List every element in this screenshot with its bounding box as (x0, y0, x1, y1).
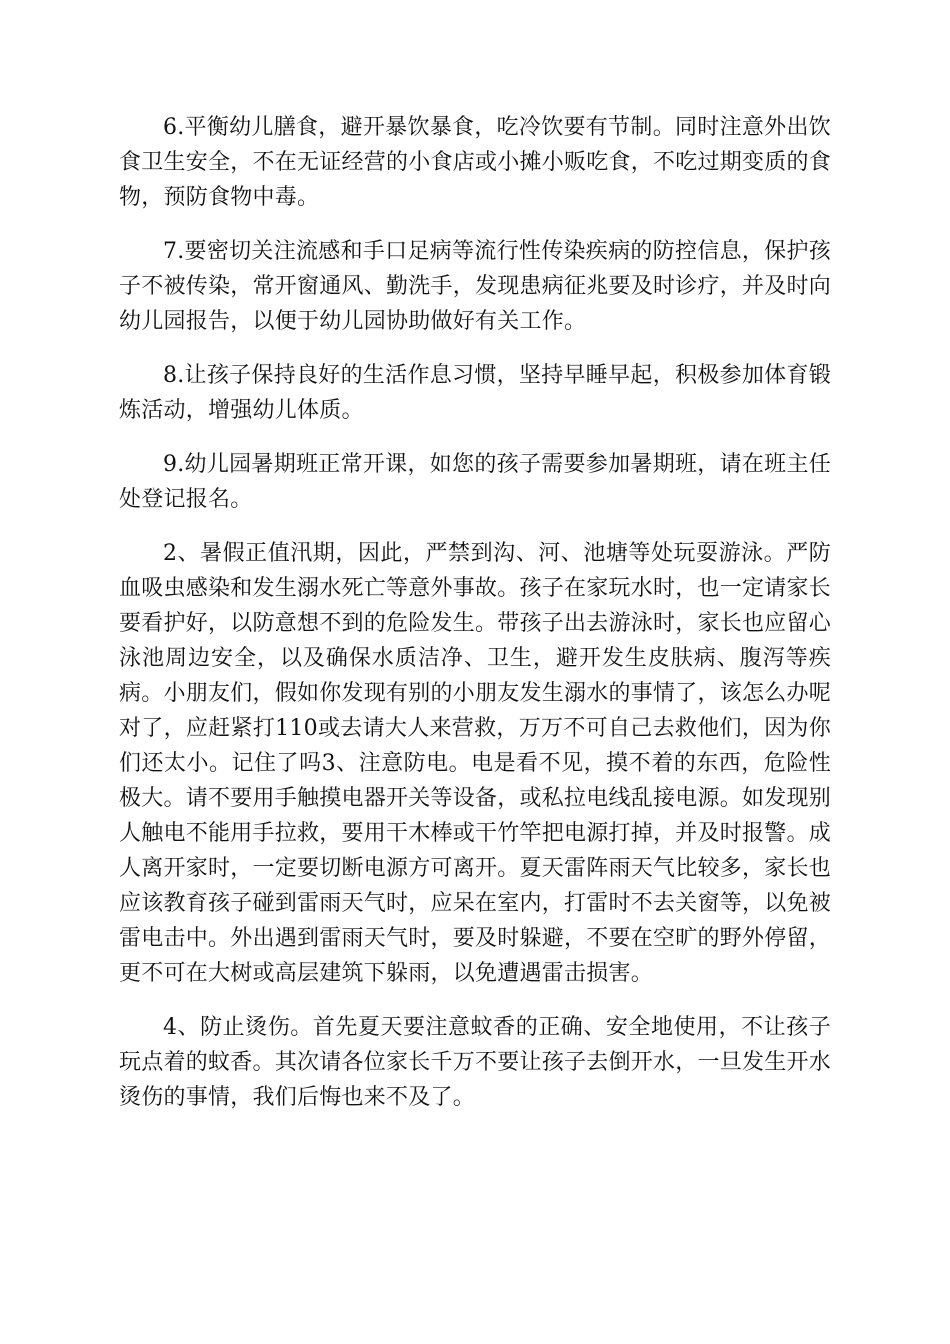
paragraph-item-9-summer-class: 9.幼儿园暑期班正常开课，如您的孩子需要参加暑期班，请在班主任处登记报名。 (119, 452, 831, 512)
paragraph-item-6-diet: 6.平衡幼儿膳食，避开暴饮暴食，吃冷饮要有节制。同时注意外出饮食卫生安全，不在无证经营的小食店或小摊小贩吃食，不吃过期变质的食物，预防食物中毒。 (119, 115, 832, 210)
paragraph-item-4-burn-prevention: 4、防止烫伤。首先夏天要注意蚊香的正确、安全地使用，不让孩子玩点着的蚊香。其次请各位家长千万不要让孩子去倒开水，一旦发生开水烫伤的事情，我们后悔也来不及了。 (119, 1015, 832, 1110)
document-body (119, 110, 831, 1134)
paragraph-item-2-water-electric-safety: 2、暑假正值汛期，因此，严禁到沟、河、池塘等处玩耍游泳。严防血吸虫感染和发生溺水死亡等意外事故。孩子在家玩水时，也一定请家长要看护好，以防意想不到的危险发生。带孩子出去游泳时，家长也应留心泳池周边安全，以及确保水质洁净、卫生，避开发生皮肤病、腹泻等疾病。小朋友们，假如你发现有别的小朋友发生溺水的事情了，该怎么办呢对了，应赶紧打110或去请大人来营救，万万不可自己去救他们，因为你们还太小。记住了吗3、注意防电。电是看不见，摸不着的东西，危险性极大。请不要用手触摸电器开关等设备，或私拉电线乱接电源。如发现别人触电不能用手拉救，要用干木棒或干竹竿把电源打掉，并及时报警。成人离开家时，一定要切断电源方可离开。夏天雷阵雨天气比较多，家长也应该教育孩子碰到雷雨天气时，应呆在室内，打雷时不去关窗等，以免被雷电击中。外出遇到雷雨天气时，要及时躲避，不要在空旷的野外停留，更不可在大树或高层建筑下躲雨，以免遭遇雷击损害。 (119, 541, 832, 986)
paragraph-item-7-epidemic: 7.要密切关注流感和手口足病等流行性传染疾病的防控信息，保护孩子不被传染，常开窗通风、勤洗手，发现患病征兆要及时诊疗，并及时向幼儿园报告，以便于幼儿园协助做好有关工作。 (119, 239, 832, 334)
paragraph-item-8-routine: 8.让孩子保持良好的生活作息习惯，坚持早睡早起，积极参加体育锻炼活动，增强幼儿体质。 (119, 363, 831, 423)
